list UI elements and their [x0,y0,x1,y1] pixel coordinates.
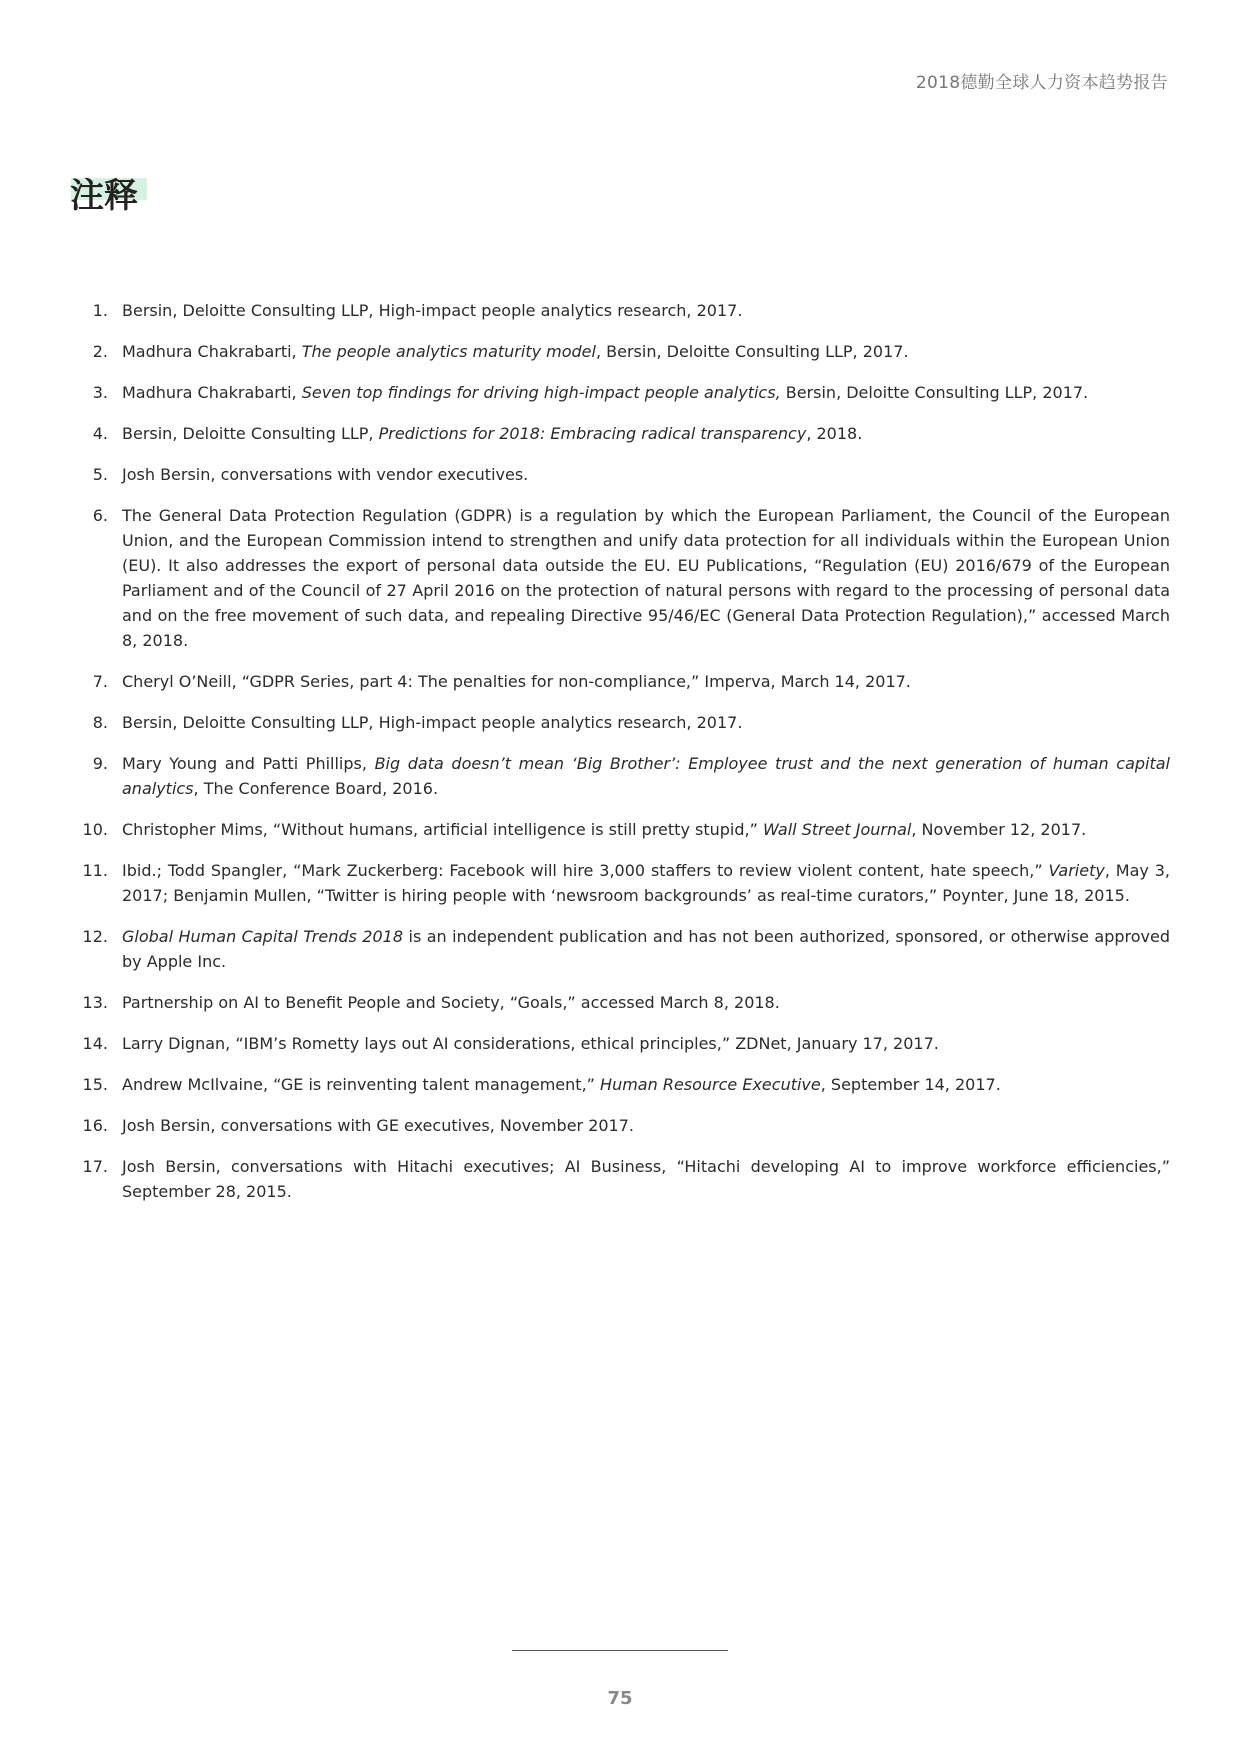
endnote-text-segment: Cheryl O’Neill, “GDPR Series, part 4: The penalties for non-compliance,” Imperva, March 14, 2017. [122,672,911,691]
endnote-text-segment: , May 3, 2017; Benjamin Mullen, “Twitter is hiring people with ‘newsroom backgrounds’ as real-time curators,” Poynter, June 18, 2015. [122,861,1170,905]
endnote-number: 4. [92,424,108,443]
endnote-text-segment: Andrew McIlvaine, “GE is reinventing talent management,” [122,1075,601,1094]
endnote-item [70,462,1170,487]
endnote-text-segment: Madhura Chakrabarti, [122,342,302,361]
endnote-italic-title: Wall Street Journal [762,820,912,839]
endnote-number: 1. [92,301,108,320]
endnote-italic-title: Big data doesn’t mean ‘Big Brother’: Employee trust and the next generation of human capital analytics [122,754,1171,798]
endnote-number: 9. [92,754,108,773]
endnote-text-segment: Christopher Mims, “Without humans, artificial intelligence is still pretty stupid,” [122,820,763,839]
endnote-item [70,1113,1170,1138]
endnote-text [122,751,1170,801]
endnote-text-segment: Mary Young and Patti Phillips, [122,754,375,773]
endnote-number: 11. [82,861,108,880]
endnote-text [122,421,1170,446]
endnote-number: 6. [92,506,108,525]
endnote-item [70,503,1170,653]
endnote-text [122,1113,1170,1138]
endnote-text-segment: , 2018. [806,424,863,443]
endnote-text-segment: Bersin, Deloitte Consulting LLP, High-impact people analytics research, 2017. [122,301,743,320]
endnote-text-segment: Bersin, Deloitte Consulting LLP, 2017. [780,383,1089,402]
endnote-italic-title: Predictions for 2018: Embracing radical transparency [378,424,807,443]
endnote-text-segment: Bersin, Deloitte Consulting LLP, [122,424,379,443]
endnote-text-segment: Josh Bersin, conversations with vendor executives. [122,465,529,484]
endnote-text-segment: Bersin, Deloitte Consulting LLP, High-impact people analytics research, 2017. [122,713,743,732]
endnote-text-segment: , Bersin, Deloitte Consulting LLP, 2017. [595,342,909,361]
endnote-item [70,298,1170,323]
endnote-item [70,380,1170,405]
endnote-number: 2. [92,342,108,361]
endnote-item [70,339,1170,364]
endnote-text-segment: , The Conference Board, 2016. [193,779,439,798]
endnote-text [122,990,1170,1015]
endnote-number: 7. [92,672,108,691]
endnote-text [122,339,1170,364]
endnote-text [122,817,1170,842]
endnote-text [122,380,1170,405]
endnote-text-segment: The General Data Protection Regulation (GDPR) is a regulation by which the European Parliament, the Council of the European Union, and the European Commission intend to strengthen and unify data protection for all individuals within the European Union (EU). It also addresses the export of personal data outside the EU. EU Publications, “Regulation (EU) 2016/679 of the European Parliament and of the Council of 27 April 2016 on the protection of natural persons with regard to the processing of personal data and on the free movement of such data, and repealing Directive 95/46/EC (General Data Protection Regulation),” accessed March 8, 2018. [122,506,1170,650]
endnote-text [122,1031,1170,1056]
endnote-text [122,1072,1170,1097]
endnote-item [70,421,1170,446]
endnote-italic-title: Seven top findings for driving high-impact people analytics, [301,383,781,402]
endnote-text [122,669,1170,694]
endnote-text-segment: Ibid.; Todd Spangler, “Mark Zuckerberg: Facebook will hire 3,000 staffers to review violent content, hate speech,” [122,861,1049,880]
endnote-item [70,924,1170,974]
endnote-number: 17. [82,1157,108,1176]
section-title: 注释 [70,176,138,216]
endnote-number: 10. [82,820,108,839]
endnote-number: 13. [82,993,108,1012]
endnote-text [122,1154,1170,1204]
endnote-item [70,1072,1170,1097]
endnote-text [122,710,1170,735]
endnote-text [122,462,1170,487]
endnote-text [122,298,1170,323]
endnote-text-segment: , September 14, 2017. [820,1075,1001,1094]
endnote-text-segment: , November 12, 2017. [911,820,1087,839]
endnote-item [70,710,1170,735]
endnote-item [70,858,1170,908]
section-title-block [70,176,138,217]
endnote-italic-title: Global Human Capital Trends 2018 [122,927,404,946]
endnote-text-segment: Josh Bersin, conversations with Hitachi executives; AI Business, “Hitachi developing AI to improve workforce efficiencies,” September 28, 2015. [122,1157,1170,1201]
endnote-text [122,503,1170,653]
endnote-text [122,858,1170,908]
endnote-text-segment: Larry Dignan, “IBM’s Rometty lays out AI considerations, ethical principles,” ZDNet, January 17, 2017. [122,1034,939,1053]
endnote-number: 5. [92,465,108,484]
endnote-text-segment: Madhura Chakrabarti, [122,383,302,402]
endnote-item [70,990,1170,1015]
endnote-italic-title: Human Resource Executive [600,1075,821,1094]
endnote-number: 12. [82,927,108,946]
endnote-text-segment: Partnership on AI to Benefit People and Society, “Goals,” accessed March 8, 2018. [122,993,780,1012]
endnote-italic-title: Variety [1048,861,1105,880]
endnote-italic-title: The people analytics maturity model [301,342,596,361]
endnote-number: 3. [92,383,108,402]
endnote-number: 14. [82,1034,108,1053]
endnote-item [70,669,1170,694]
endnote-number: 15. [82,1075,108,1094]
endnote-item [70,1154,1170,1204]
endnote-number: 16. [82,1116,108,1135]
endnotes-list [70,298,1170,1220]
endnote-item [70,751,1170,801]
endnote-text-segment: is an independent publication and has not been authorized, sponsored, or otherwise approved by Apple Inc. [122,927,1170,971]
endnote-text-segment: Josh Bersin, conversations with GE executives, November 2017. [122,1116,634,1135]
footer-divider [512,1650,728,1651]
page-number: 75 [607,1688,633,1709]
endnote-text [122,924,1170,974]
endnote-number: 8. [92,713,108,732]
report-header-title: 2018德勤全球人力资本趋势报告 [915,73,1168,93]
endnote-item [70,817,1170,842]
endnote-item [70,1031,1170,1056]
